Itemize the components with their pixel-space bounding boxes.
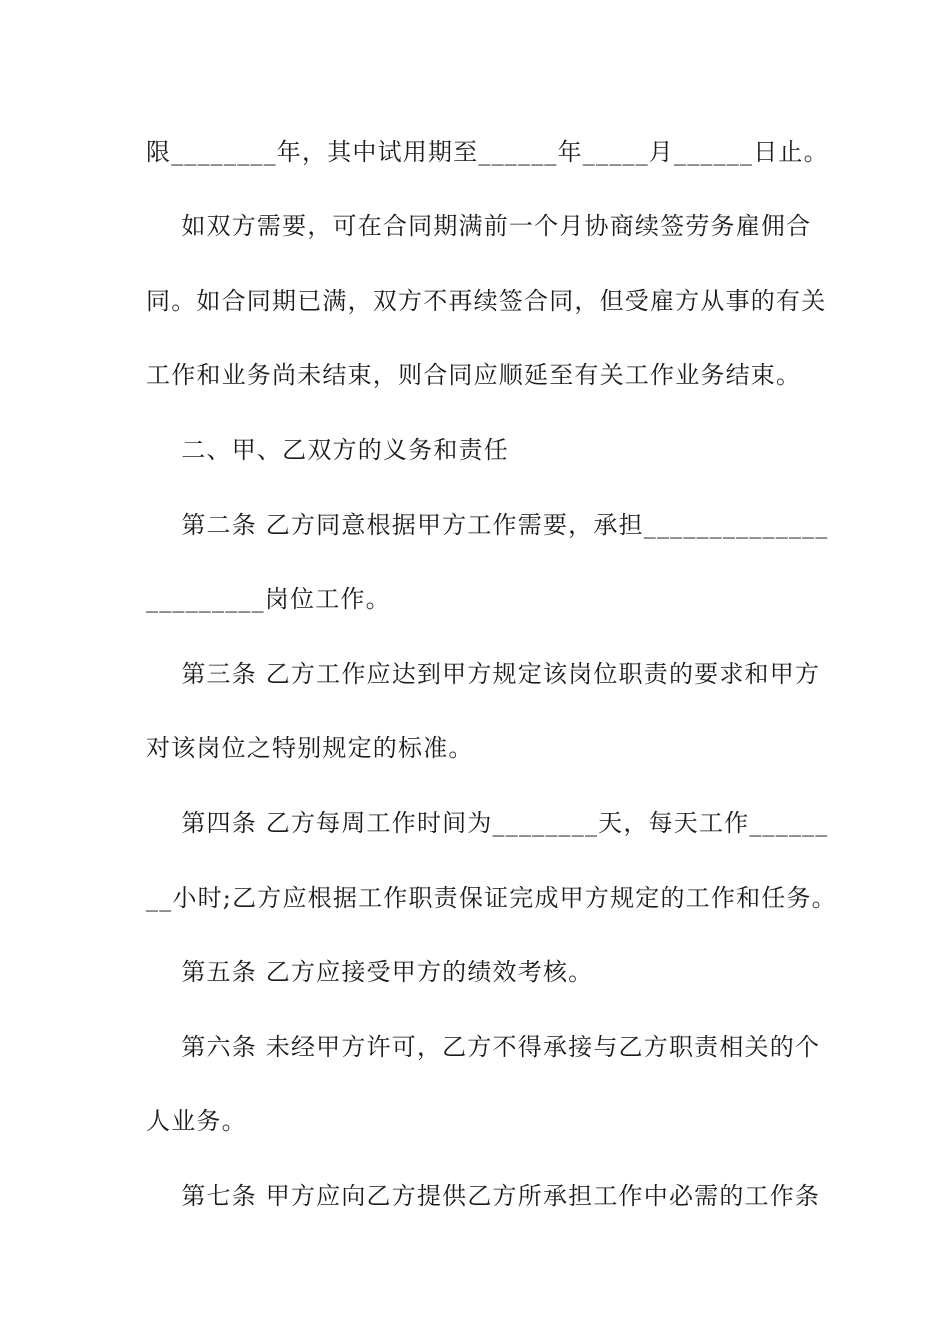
text-line: _________岗位工作。 (146, 585, 391, 613)
text-line: 人业务。 (146, 1107, 247, 1135)
text-line: 第六条 未经甲方许可，乙方不得承接与乙方职责相关的个 (146, 1033, 821, 1061)
text-line: __小时;乙方应根据工作职责保证完成甲方规定的工作和任务。 (146, 884, 837, 912)
text-line: 第五条 乙方应接受甲方的绩效考核。 (146, 958, 594, 986)
text-line: 第二条 乙方同意根据甲方工作需要，承担______________ (146, 511, 829, 539)
text-line: 第三条 乙方工作应达到甲方规定该岗位职责的要求和甲方 (146, 660, 821, 688)
text-line: 如双方需要，可在合同期满前一个月协商续签劳务雇佣合 (146, 212, 812, 240)
text-line: 限________年，其中试用期至______年_____月______日止。 (146, 138, 829, 166)
text-line: 同。如合同期已满，双方不再续签合同，但受雇方从事的有关 (146, 287, 827, 315)
text-line: 第四条 乙方每周工作时间为________天，每天工作______ (146, 809, 829, 837)
text-line: 工作和业务尚未结束，则合同应顺延至有关工作业务结束。 (146, 361, 802, 389)
text-line: 对该岗位之特别规定的标准。 (146, 734, 474, 762)
section-heading: 二、甲、乙双方的义务和责任 (146, 436, 509, 464)
text-line: 第七条 甲方应向乙方提供乙方所承担工作中必需的工作条 (146, 1182, 821, 1210)
